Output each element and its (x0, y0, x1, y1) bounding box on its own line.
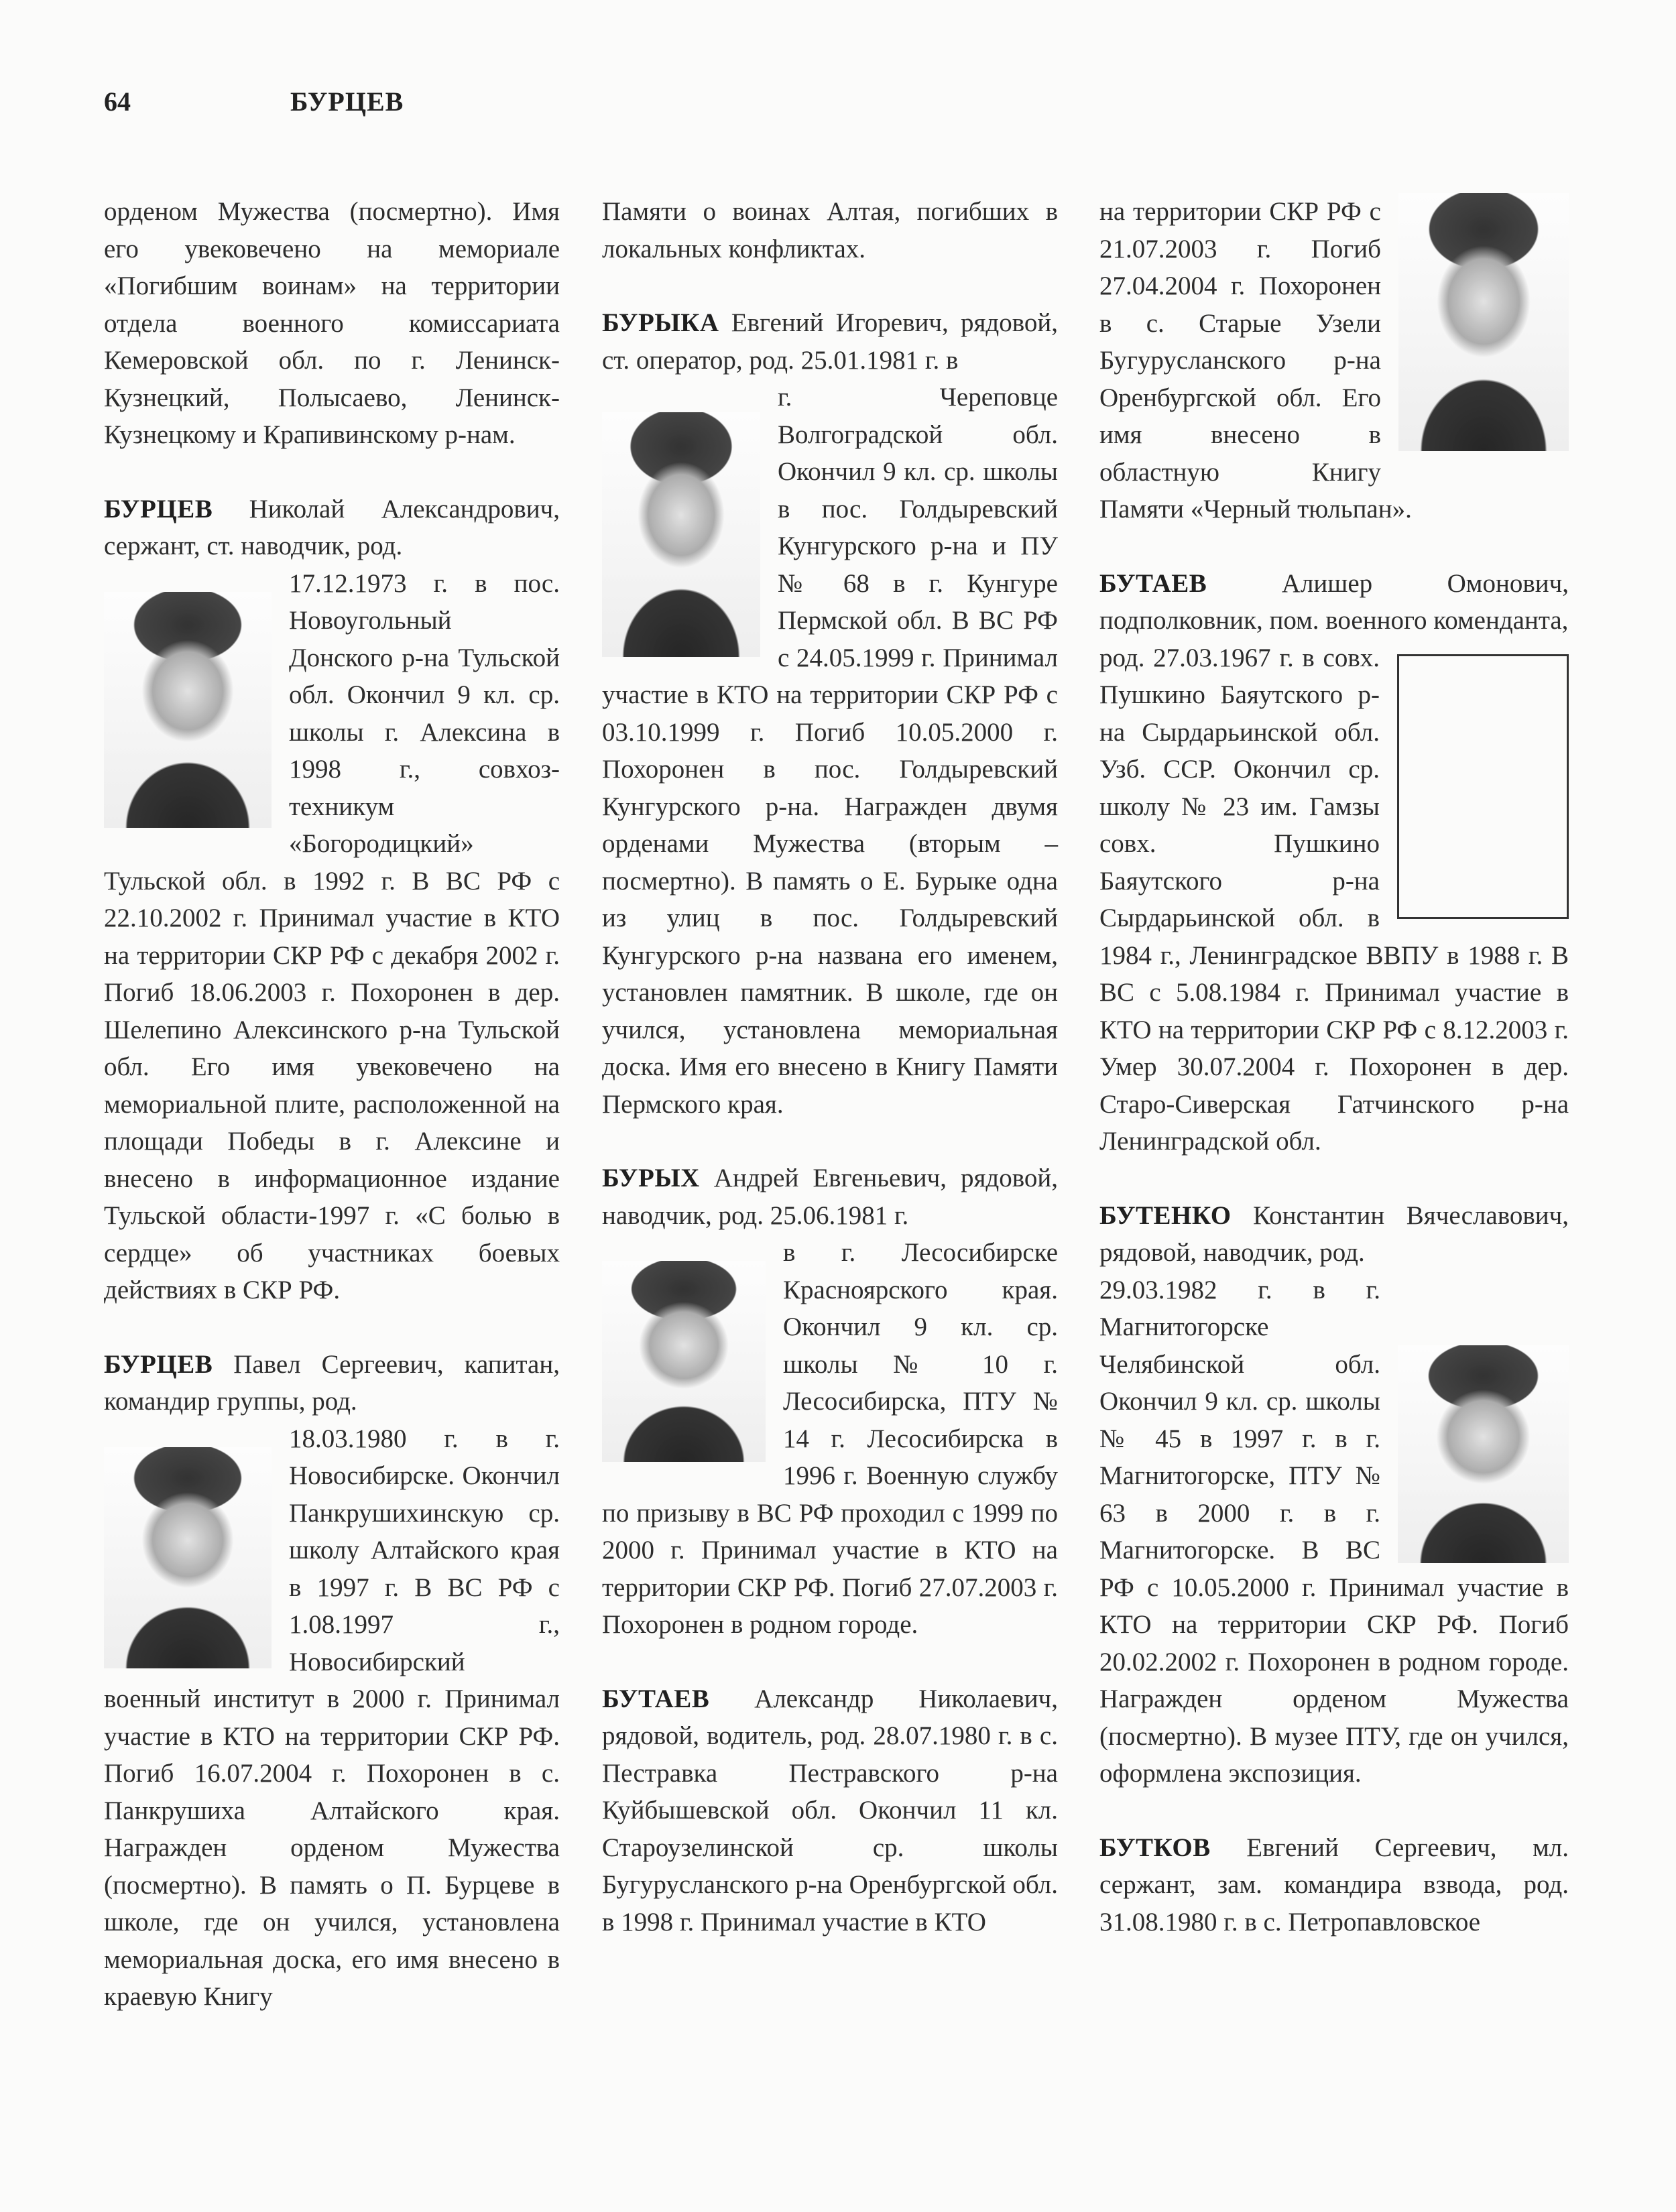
entry-intro: Евгений Игоревич, рядовой, ст. оператор, род. 25.01.1981 г. в (602, 308, 1059, 375)
entry-burykh-andrey (602, 1160, 1058, 1644)
entry-heading-line (104, 1346, 560, 1420)
entry-surname: БУТЕНКО (1099, 1201, 1232, 1230)
entry-heading-line (602, 304, 1058, 379)
entry-butaev-alexander (602, 1680, 1058, 1941)
entry-text: орденом Мужества (посмертно). Имя его увековечено на мемориале «Погибшим воинам» на территории отдела военного комиссариата Кемеровской обл. по г. Ленинск-Кузнецкий, Полысаево, Ленинск-Кузнецкому и Крапивинскому р-нам. (104, 197, 560, 449)
entry-continuation (602, 193, 1058, 267)
entry-heading-line (1099, 565, 1569, 639)
portrait-photo (104, 592, 272, 828)
entry-burtsev-nikolai (104, 491, 560, 1309)
entry-heading-line (1099, 1197, 1569, 1272)
entry-butaev-alisher (1099, 565, 1569, 1160)
entry-text: 29.03.1982 г. в г. Магнитогорске Челябинской обл. Окончил 9 кл. ср. школы № 45 в 1997 г. в г. Магнитогорске, ПТУ № 63 в 2000 г. в г. Магнитогорске. В ВС РФ с 10.05.2000 г. Принимал участие в КТО на территории СКР РФ. Погиб 20.02.2002 г. Похоронен в родном городе. Награжден орденом Мужества (посмертно). В музее ПТУ, где он учился, оформлена экспозиция. (1099, 1275, 1569, 1788)
entry-text (1099, 1829, 1569, 1941)
entry-text: род. 27.03.1967 г. в совх. Пушкино Баяутского р-на Сырдарьинской обл. Узб. ССР. Окончил ср. школу № 23 им. Гамзы совх. Пушкино Баяутского р-на Сырдарьинской обл. в 1984 г., Ленинградское ВВПУ в 1988 г. В ВС с 5.08.1984 г. Принимал участие в КТО на территории СКР РФ с 8.12.2003 г. Умер 30.07.2004 г. Похоронен в дер. Старо-Сиверская Гатчинского р-на Ленинградской обл. (1099, 643, 1569, 1156)
entry-heading-line (602, 1160, 1058, 1234)
entry-continuation (104, 193, 560, 454)
entry-text: г. Череповце Волгоградской обл. Окончил 9 кл. ср. школы в пос. Голдыревский Кунгурского р-на и ПУ № 68 в г. Кунгуре Пермской обл. В ВС РФ с 24.05.1999 г. Принимал участие в КТО на территории СКР РФ с 03.10.1999 г. Погиб 10.05.2000 г. Похоронен в пос. Голдыревский Кунгурского р-на. Награжден двумя орденами Мужества (вторым – посмертно). В память о Е. Бурыке одна из улиц в пос. Голдыревский Кунгурского р-на названа его именем, установлен памятник. В школе, где он учился, установлена мемориальная доска. Имя его внесено в Книгу Памяти Пермского края. (602, 383, 1058, 1119)
entry-surname: БУРЦЕВ (104, 1349, 213, 1379)
column-3 (1099, 193, 1569, 1941)
entry-text: Памяти о воинах Алтая, погибших в локальных конфликтах. (602, 197, 1058, 263)
running-head-title: БУРЦЕВ (290, 86, 404, 117)
entry-intro: Николай Александрович, сержант, ст. наводчик, род. (104, 494, 560, 560)
photo-placeholder-frame (1397, 654, 1569, 919)
entry-text: 17.12.1973 г. в пос. Новоугольный Донского р-на Тульской обл. Окончил 9 кл. ср. школы г. Алексина в 1998 г., совхоз-техникум «Богородицкий» Тульской обл. в 1992 г. В ВС РФ с 22.10.2002 г. Принимал участие в КТО на территории СКР РФ с декабря 2002 г. Погиб 18.06.2003 г. Похоронен в дер. Шелепино Алексинского р-на Тульской обл. Его имя увековечено на мемориальной плите, расположенной на площади Победы в г. Алексине и внесено в информационное издание Тульской области-1997 г. «С болью в сердце» об участниках боевых действиях в СКР РФ. (104, 568, 560, 1304)
column-2 (602, 193, 1058, 1941)
entry-surname: БУРЫХ (602, 1164, 700, 1192)
entry-text: в г. Лесосибирске Красноярского края. Окончил 9 кл. ср. школы № 10 г. Лесосибирска, ПТУ № 14 г. Лесосибирска в 1996 г. Военную службу по призыву в ВС РФ проходил с 1999 по 2000 г. Принимал участие в КТО на территории СКР РФ. Погиб 27.07.2003 г. Похоронен в родном городе. (602, 1238, 1058, 1639)
page-number: 64 (104, 86, 131, 117)
entry-text: на территории СКР РФ с 21.07.2003 г. Погиб 27.04.2004 г. Похоронен в с. Старые Узели Бугурусланского р-на Оренбургской обл. Его имя внесено в областную Книгу Памяти «Черный тюльпан». (1099, 197, 1412, 524)
portrait-photo (602, 412, 760, 657)
entry-intro: Алишер Омонович, подполковник, пом. военного коменданта, (1099, 568, 1569, 635)
entry-body: Евгений Сергеевич, мл. сержант, зам. командира взвода, род. 31.08.1980 г. в с. Петропавловское (1099, 1833, 1569, 1937)
entry-heading-line (104, 491, 560, 565)
entry-body: Александр Николаевич, рядовой, водитель, род. 28.07.1980 г. в с. Пестравка Пестравского р-на Куйбышевской обл. Окончил 11 кл. Староузелинской ср. школы Бугурусланского р-на Оренбургской обл. в 1998 г. Принимал участие в КТО (602, 1684, 1058, 1937)
entry-intro: Константин Вячеславович, рядовой, наводчик, род. (1099, 1201, 1569, 1267)
column-1 (104, 193, 560, 2016)
entry-buryka-evgeny (602, 304, 1058, 1123)
entry-intro: Андрей Евгеньевич, рядовой, наводчик, род. 25.06.1981 г. (602, 1164, 1058, 1230)
entry-text: 18.03.1980 г. в г. Новосибирске. Окончил Панкрушихинскую ср. школу Алтайского края в 1997 г. В ВС РФ с 1.08.1997 г., Новосибирский военный институт в 2000 г. Принимал участие в КТО на территории СКР РФ. Погиб 16.07.2004 г. Похоронен в с. Панкрушиха Алтайского края. Награжден орденом Мужества (посмертно). В память о П. Бурцеве в школе, где он учился, установлена мемориальная доска, его имя внесено в краевую Книгу (104, 1424, 560, 2011)
entry-surname: БУРЫКА (602, 308, 719, 337)
portrait-photo (1398, 1345, 1569, 1563)
entry-surname: БУТКОВ (1099, 1833, 1211, 1862)
portrait-photo (602, 1261, 766, 1462)
entry-butkov-evgeny (1099, 1829, 1569, 1941)
entry-butenko-konstantin (1099, 1197, 1569, 1792)
entry-continuation (1099, 193, 1569, 528)
entry-text (602, 1680, 1058, 1941)
entry-surname: БУТАЕВ (602, 1684, 710, 1713)
entry-intro: Павел Сергеевич, капитан, командир группы, род. (104, 1349, 560, 1416)
portrait-photo (1398, 193, 1569, 451)
portrait-photo (104, 1447, 272, 1668)
entry-burtsev-pavel (104, 1346, 560, 2016)
entry-surname: БУРЦЕВ (104, 494, 213, 524)
entry-surname: БУТАЕВ (1099, 568, 1207, 598)
